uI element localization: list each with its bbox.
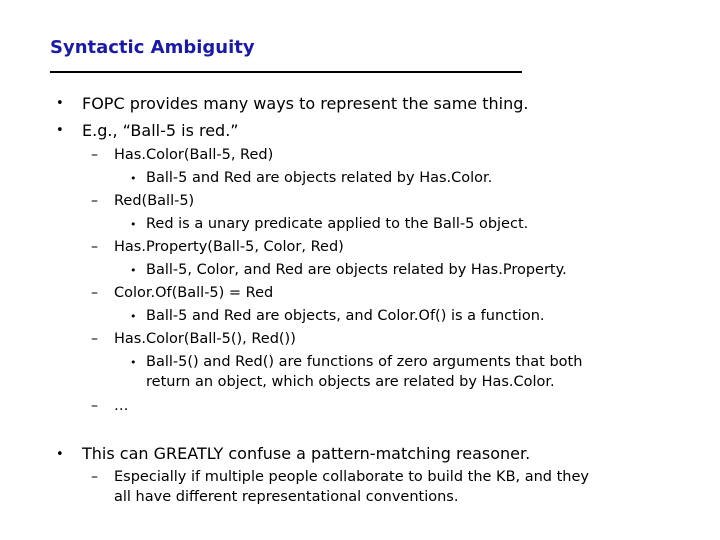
bullet-marker: • bbox=[56, 96, 64, 111]
bullet-marker: • bbox=[130, 356, 137, 369]
detail-text-continued: return an object, which objects are related by Has.Color. bbox=[146, 374, 555, 390]
sub-bullet-text: Red(Ball-5) bbox=[114, 193, 195, 209]
sub-bullet-text: … bbox=[114, 398, 129, 414]
dash-marker: – bbox=[91, 398, 98, 414]
bullet-text: This can GREATLY confuse a pattern-matching reasoner. bbox=[82, 444, 531, 463]
bullet-marker: • bbox=[130, 264, 137, 277]
detail-text: Ball-5 and Red are objects related by Has.Color. bbox=[146, 170, 493, 186]
bullet-marker: • bbox=[56, 447, 64, 462]
title-underline bbox=[50, 71, 522, 73]
detail-text: Ball-5 and Red are objects, and Color.Of() is a function. bbox=[146, 308, 545, 324]
dash-marker: – bbox=[91, 239, 98, 255]
bullet-marker: • bbox=[56, 123, 64, 138]
detail-text: Ball-5, Color, and Red are objects related by Has.Property. bbox=[146, 262, 567, 278]
dash-marker: – bbox=[91, 285, 98, 301]
detail-text: Ball-5() and Red() are functions of zero arguments that both bbox=[146, 354, 583, 370]
dash-marker: – bbox=[91, 331, 98, 347]
bullet-marker: • bbox=[130, 172, 137, 185]
dash-marker: – bbox=[91, 193, 98, 209]
sub-bullet-text: Has.Color(Ball-5, Red) bbox=[114, 147, 274, 163]
sub-bullet-text: Has.Color(Ball-5(), Red()) bbox=[114, 331, 296, 347]
sub-bullet-text: Especially if multiple people collaborate to build the KB, and they bbox=[114, 469, 589, 485]
dash-marker: – bbox=[91, 147, 98, 163]
dash-marker: – bbox=[91, 469, 98, 485]
sub-bullet-text-continued: all have different representational conventions. bbox=[114, 489, 459, 505]
bullet-marker: • bbox=[130, 310, 137, 323]
bullet-text: FOPC provides many ways to represent the same thing. bbox=[82, 94, 529, 113]
slide-title: Syntactic Ambiguity bbox=[50, 37, 255, 58]
sub-bullet-text: Has.Property(Ball-5, Color, Red) bbox=[114, 239, 344, 255]
bullet-marker: • bbox=[130, 218, 137, 231]
bullet-text: E.g., “Ball-5 is red.” bbox=[82, 121, 239, 140]
detail-text: Red is a unary predicate applied to the Ball-5 object. bbox=[146, 216, 529, 232]
sub-bullet-text: Color.Of(Ball-5) = Red bbox=[114, 285, 274, 301]
